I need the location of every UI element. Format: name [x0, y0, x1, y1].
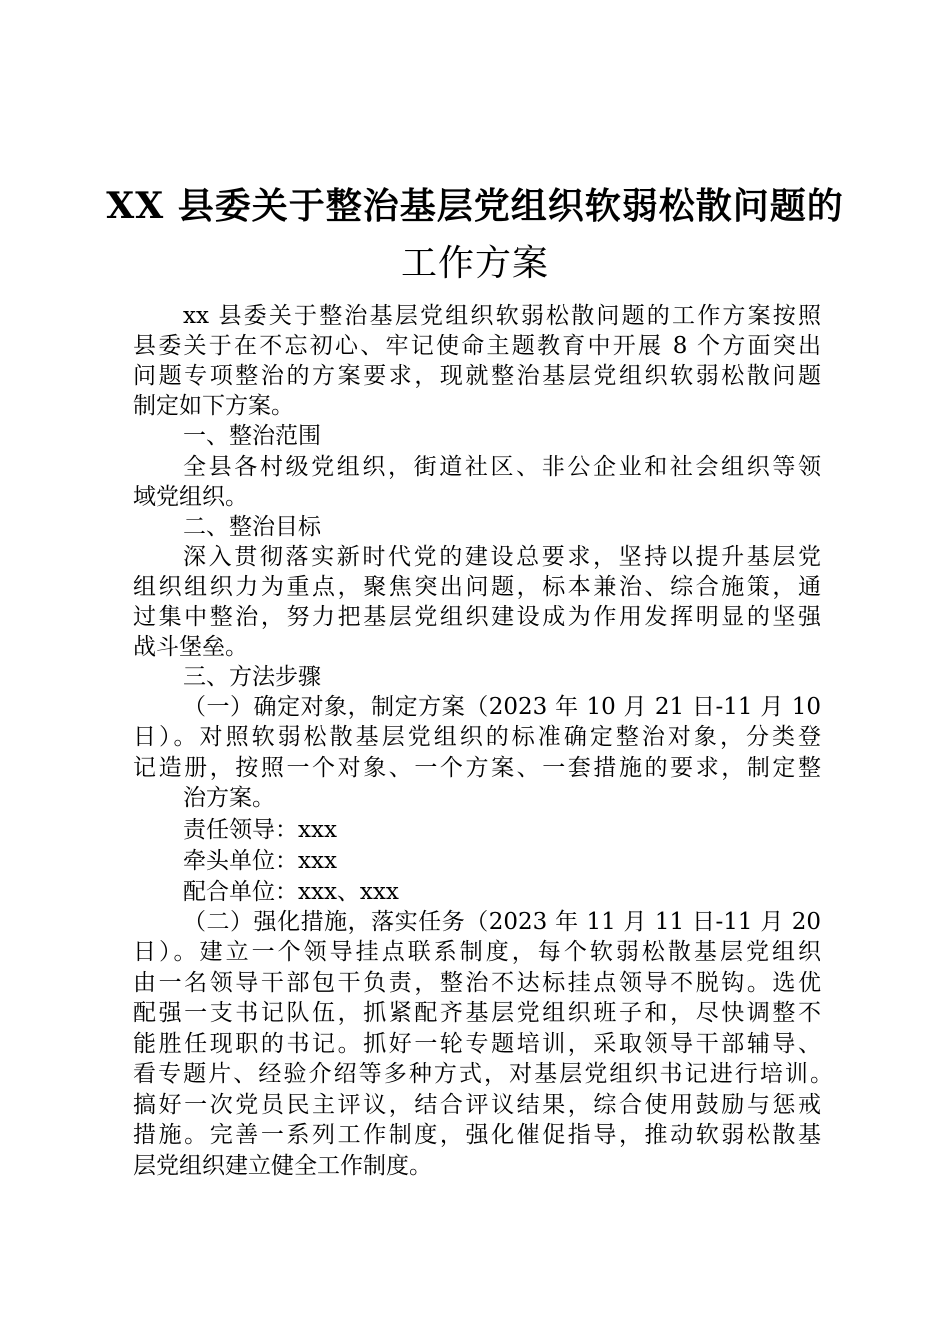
- step-1-line-1: （一）确定对象，制定方案（2023 年 10 月 21 日-11 月 10: [183, 694, 821, 720]
- step-2-line-5: 能胜任现职的书记。抓好一轮专题培训，采取领导干部辅导、: [133, 1031, 821, 1057]
- step-1-line-2: 日）。对照软弱松散基层党组织的标准确定整治对象，分类登: [133, 724, 821, 750]
- section-heading-steps: 三、方法步骤: [183, 664, 321, 690]
- step-2-line-2: 日）。建立一个领导挂点联系制度，每个软弱松散基层党组织: [133, 939, 821, 965]
- step-2-line-6: 看专题片、经验介绍等多种方式，对基层党组织书记进行培训。: [133, 1061, 833, 1087]
- paragraph-goal-line-2: 组织组织力为重点，聚焦突出问题，标本兼治、综合施策，通: [133, 574, 821, 600]
- step-2-line-1: （二）强化措施，落实任务（2023 年 11 月 11 日-11 月 20: [183, 909, 821, 935]
- step-2-line-8: 措施。完善一系列工作制度，强化催促指导，推动软弱松散基: [133, 1122, 821, 1148]
- step-2-line-7: 搞好一次党员民主评议，结合评议结果，综合使用鼓励与惩戒: [133, 1092, 821, 1118]
- step-2-line-4: 配强一支书记队伍，抓紧配齐基层党组织班子和，尽快调整不: [133, 1000, 821, 1026]
- document-title-line-1: XX 县委关于整治基层党组织软弱松散问题的: [106, 185, 844, 227]
- step-1-line-3: 记造册，按照一个对象、一个方案、一套措施的要求，制定整: [133, 755, 821, 781]
- paragraph-intro-line-3: 问题专项整治的方案要求，现就整治基层党组织软弱松散问题: [133, 363, 821, 389]
- cooperating-units: 配合单位：xxx、xxx: [183, 879, 399, 905]
- paragraph-goal-line-4: 战斗堡垒。: [133, 634, 248, 660]
- paragraph-intro-line-2: 县委关于在不忘初心、牢记使命主题教育中开展 8 个方面突出: [133, 333, 821, 359]
- lead-unit: 牵头单位：xxx: [183, 848, 337, 874]
- responsible-leader: 责任领导：xxx: [183, 817, 337, 843]
- section-heading-goal: 二、整治目标: [183, 514, 321, 540]
- step-2-line-3: 由一名领导干部包干负责，整治不达标挂点领导不脱钩。选优: [133, 970, 821, 996]
- paragraph-goal-line-3: 过集中整治，努力把基层党组织建设成为作用发挥明显的坚强: [133, 604, 821, 630]
- paragraph-goal-line-1: 深入贯彻落实新时代党的建设总要求，坚持以提升基层党: [183, 544, 821, 570]
- step-2-line-9: 层党组织建立健全工作制度。: [133, 1153, 432, 1179]
- paragraph-intro-line-1: xx 县委关于整治基层党组织软弱松散问题的工作方案按照: [183, 303, 821, 329]
- section-heading-scope: 一、整治范围: [183, 423, 321, 449]
- paragraph-scope-line-2: 域党组织。: [133, 484, 248, 510]
- paragraph-scope-line-1: 全县各村级党组织，街道社区、非公企业和社会组织等领: [183, 454, 821, 480]
- document-title-line-2: 工作方案: [400, 243, 549, 284]
- paragraph-intro-line-4: 制定如下方案。: [133, 393, 294, 419]
- step-1-line-4: 治方案。: [183, 785, 275, 811]
